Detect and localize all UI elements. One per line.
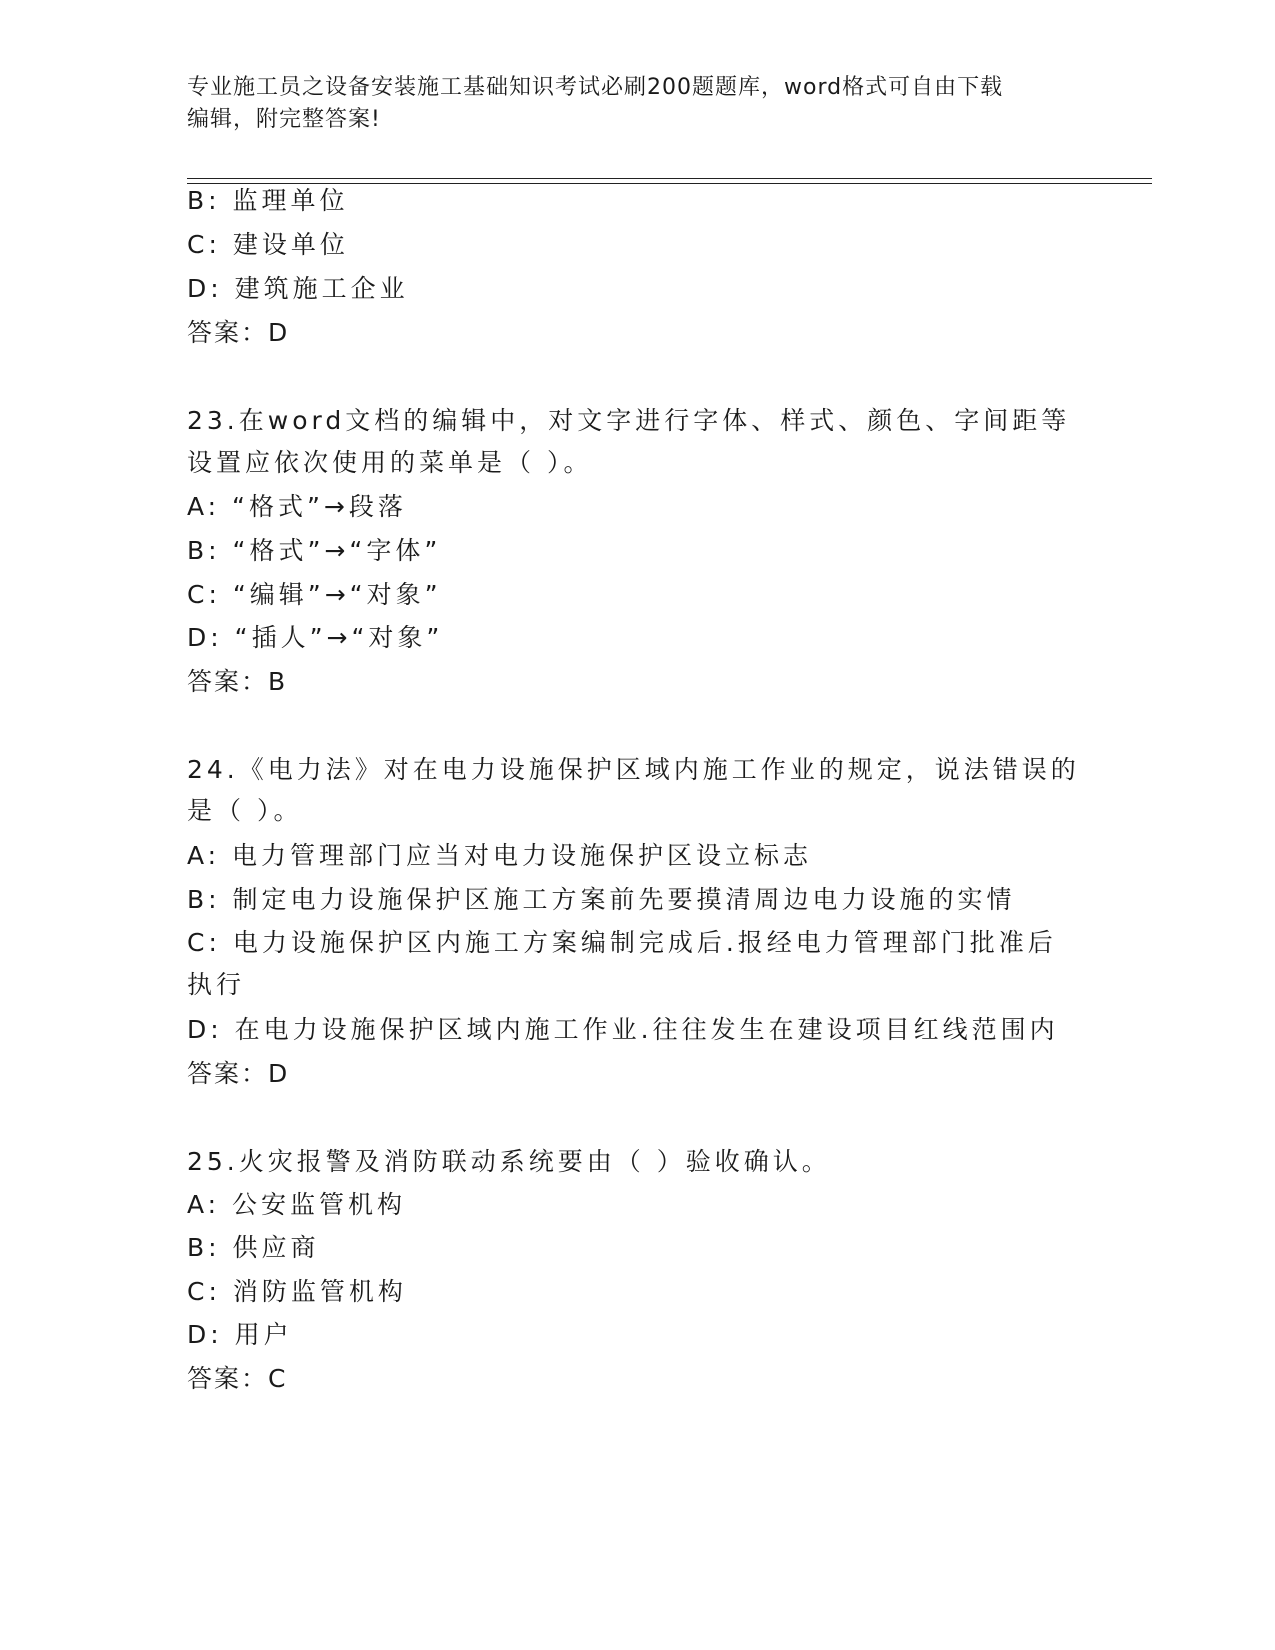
q24-option-a: A: 电力管理部门应当对电力设施保护区设立标志: [187, 841, 813, 870]
q24-option-c: C: 电力设施保护区内施工方案编制完成后.报经电力管理部门批准后: [187, 928, 1057, 957]
q24-option-d: D: 在电力设施保护区域内施工作业.往往发生在建设项目红线范围内: [187, 1015, 1059, 1044]
q23-option-d: D: “插人”→“对象”: [187, 623, 444, 652]
q24-answer: 答案：D: [187, 1059, 290, 1088]
page-header: [187, 72, 1087, 136]
q22-answer: 答案：D: [187, 318, 290, 347]
q25-option-d: D: 用户: [187, 1320, 293, 1349]
q24-stem-line-2: 是（ ）。: [187, 796, 303, 825]
header-divider-top: [187, 178, 1152, 179]
q24-stem-line-1: 24.《电力法》对在电力设施保护区域内施工作业的规定，说法错误的: [187, 755, 1080, 784]
q25-stem: 25.火灾报警及消防联动系统要由（ ）验收确认。: [187, 1147, 831, 1176]
header-title-line-1: 专业施工员之设备安装施工基础知识考试必刷200题题库，word格式可自由下载: [187, 75, 1004, 100]
q23-stem-line-2: 设置应依次使用的菜单是（ ）。: [187, 448, 593, 477]
header-title-line-2: 编辑，附完整答案!: [187, 107, 381, 132]
q24-option-c-continued: 执行: [187, 970, 246, 999]
q23-option-b: B: “格式”→“字体”: [187, 536, 442, 565]
q22-option-b: B: 监理单位: [187, 186, 349, 215]
q23-option-c: C: “编辑”→“对象”: [187, 580, 442, 609]
q23-stem-line-1: 23.在word文档的编辑中，对文字进行字体、样式、颜色、字间距等: [187, 406, 1071, 435]
q24-option-b: B: 制定电力设施保护区施工方案前先要摸清周边电力设施的实情: [187, 885, 1016, 914]
q22-option-d: D: 建筑施工企业: [187, 274, 409, 303]
q25-option-a: A: 公安监管机构: [187, 1190, 407, 1219]
q25-option-b: B: 供应商: [187, 1233, 320, 1262]
q22-option-c: C: 建设单位: [187, 230, 349, 259]
q23-option-a: A: “格式”→段落: [187, 492, 407, 521]
q25-option-c: C: 消防监管机构: [187, 1277, 407, 1306]
q23-answer: 答案：B: [187, 667, 288, 696]
q25-answer: 答案：C: [187, 1364, 288, 1393]
